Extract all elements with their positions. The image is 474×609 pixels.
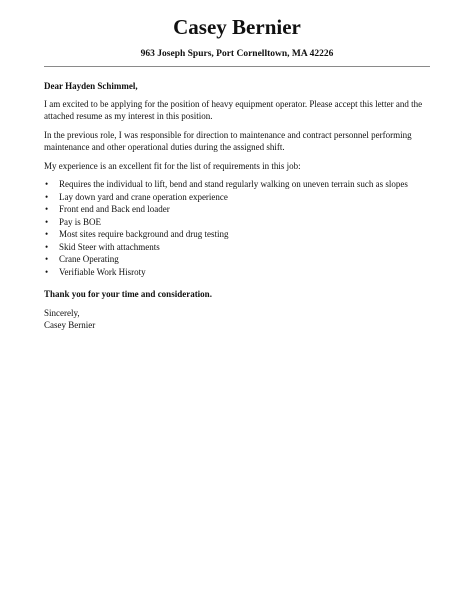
- sender-name: Casey Bernier: [173, 15, 301, 39]
- closing-thanks: Thank you for your time and consideration.: [44, 289, 212, 299]
- signature-name: Casey Bernier: [44, 320, 96, 330]
- bullet-icon: •: [45, 191, 49, 202]
- bullet-icon: •: [45, 254, 49, 264]
- letter-body: [44, 80, 439, 332]
- bullet-icon: •: [45, 216, 49, 227]
- salutation: Dear Hayden Schimmel,: [44, 81, 138, 91]
- list-item-text: Front end and Back end loader: [59, 204, 170, 214]
- bullet-icon: •: [45, 229, 49, 239]
- list-item-text: Skid Steer with attachments: [59, 241, 160, 252]
- list-item: [44, 241, 439, 254]
- sender-address: 963 Joseph Spurs, Port Cornelltown, MA 42226: [140, 49, 334, 59]
- experience-paragraph: In the previous role, I was responsible for direction to maintenance and contract personnel performing maintenance and other operational duties during the assigned shift.: [44, 129, 412, 152]
- bullet-icon: •: [45, 241, 49, 252]
- list-item-text: Most sites require background and drug testing: [59, 229, 229, 239]
- list-item-text: Verifiable Work Hisroty: [59, 266, 146, 277]
- list-item: [44, 253, 439, 266]
- list-item-text: Crane Operating: [59, 254, 119, 264]
- list-item: [44, 228, 439, 241]
- signoff: Sincerely,: [44, 307, 80, 318]
- list-item-text: Lay down yard and crane operation experience: [59, 191, 228, 202]
- bullet-icon: •: [45, 266, 49, 277]
- list-item: [44, 178, 439, 191]
- bullet-icon: •: [45, 179, 49, 189]
- intro-paragraph: I am excited to be applying for the position of heavy equipment operator. Please accept this letter and the attached resume as my interest in this position.: [44, 98, 423, 121]
- list-item: [44, 216, 439, 229]
- requirements-intro: My experience is an excellent fit for the list of requirements in this job:: [44, 160, 301, 171]
- list-item-text: Requires the individual to lift, bend and stand regularly walking on uneven terrain such as slopes: [59, 179, 408, 189]
- requirements-list: [44, 178, 439, 278]
- bullet-icon: •: [45, 204, 49, 214]
- list-item: [44, 203, 439, 216]
- list-item: [44, 191, 439, 204]
- list-item-text: Pay is BOE: [59, 216, 102, 227]
- header-divider: [44, 66, 430, 67]
- list-item: [44, 266, 439, 279]
